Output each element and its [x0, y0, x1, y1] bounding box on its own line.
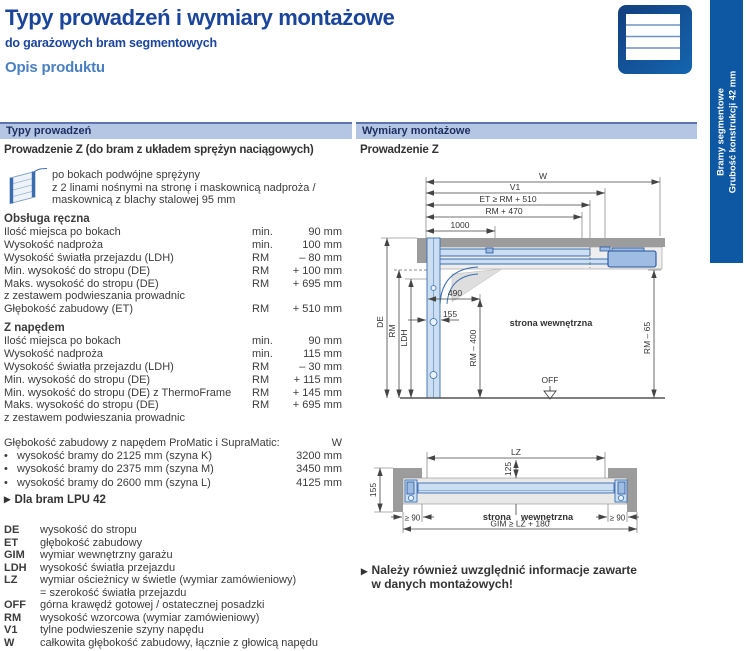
depth-label: wysokość bramy do 2375 mm (szyna M)	[17, 463, 214, 476]
dim-w-label: W	[538, 171, 548, 181]
spec-label: z zestawem podwieszania prowadnic	[4, 290, 185, 303]
legend-definition: wysokość wzorcowa (wymiar zamówieniowy)	[40, 611, 260, 624]
legend-definition: całkowita głębokość zabudowy, łącznie z głowicą napędu	[40, 636, 319, 649]
inside-label-1: strona	[482, 512, 511, 522]
track-assembly	[427, 247, 662, 269]
table-row	[4, 239, 342, 252]
spec-label: Wysokość światła przejazdu (LDH)	[4, 251, 174, 264]
track-type-z-icon	[6, 167, 48, 207]
spec-qualifier: RM	[252, 264, 270, 277]
spec-label: Min. wysokość do stropu (DE)	[4, 373, 151, 386]
legend-term: DE	[4, 524, 20, 536]
triangle-bullet-icon: ▶	[361, 566, 368, 576]
right-section-bar: Wymiary montażowe	[356, 122, 697, 139]
depth-heading-row	[4, 436, 342, 450]
inside-label: strona wewnętrzna	[509, 318, 593, 328]
spec-value: – 30 mm	[299, 360, 342, 373]
legend-definition: wymiar wewnętrzny garażu	[40, 549, 173, 562]
legend-row	[4, 524, 348, 537]
legend-definition: głębokość zabudowy	[40, 536, 143, 549]
table-row	[4, 399, 342, 412]
footnote-text	[372, 563, 637, 591]
spec-label: Wysokość nadproża	[4, 347, 103, 360]
intro-line: maskownicą z blachy stalowej 95 mm	[52, 194, 236, 206]
bullet: •	[4, 476, 8, 489]
spec-value: 100 mm	[302, 238, 342, 251]
table-row	[4, 348, 342, 361]
spec-qualifier: RM	[252, 386, 270, 399]
spec-value	[286, 412, 342, 425]
spec-label: Min. wysokość do stropu (DE) z ThermoFrame	[4, 386, 232, 399]
depth-value: 3200 mm	[296, 450, 342, 462]
spec-value: + 115 mm	[293, 373, 342, 386]
spec-qualifier: RM	[252, 303, 270, 316]
spec-value: + 145 mm	[292, 386, 342, 399]
footnote	[361, 563, 637, 591]
dim-rm470-label: RM + 470	[485, 206, 523, 216]
off-label: OFF	[541, 375, 559, 385]
legend-row	[4, 599, 348, 612]
powered-table	[4, 335, 342, 425]
table-row	[4, 387, 342, 400]
dim-90-left-label: ≥ 90	[404, 513, 421, 523]
dim-et-label: ET ≥ RM + 510	[479, 194, 537, 204]
side-tab	[710, 0, 743, 263]
spec-qualifier: min.	[252, 226, 273, 238]
legend-term	[4, 587, 40, 600]
table-row	[4, 374, 342, 387]
spec-qualifier: RM	[252, 360, 270, 373]
left-track-profile	[405, 480, 417, 502]
spec-label: Min. wysokość do stropu (DE)	[4, 264, 151, 277]
spec-label: Maks. wysokość do stropu (DE)	[4, 277, 159, 290]
depth-label: wysokość bramy do 2125 mm (szyna K)	[17, 450, 213, 462]
spec-label: Ilość miejsca po bokach	[4, 226, 121, 238]
spec-value: + 100 mm	[292, 264, 342, 277]
plan-view-diagram	[360, 436, 697, 542]
legend-definition: górna krawędź gotowej / ostatecznej posadzki	[40, 599, 265, 612]
spec-value: 90 mm	[308, 335, 342, 347]
spec-qualifier: RM	[252, 399, 270, 412]
dim-gim-label: GIM ≥ LZ + 180	[490, 518, 550, 529]
depth-heading-value: W	[331, 437, 342, 449]
legend-definition: tylne podwieszenie szyny napędu	[40, 624, 204, 637]
intro-text	[52, 169, 316, 207]
left-subheader: Prowadzenie Z (do bram z układem sprężyn naciągowych)	[4, 143, 314, 156]
table-row	[4, 265, 342, 278]
spec-qualifier: RM	[252, 373, 270, 386]
triangle-bullet-icon: ▶	[4, 494, 11, 504]
spec-qualifier: min.	[252, 347, 273, 360]
table-row	[4, 335, 342, 348]
footnote-line: w danych montażowych!	[371, 577, 513, 591]
spec-label: Ilość miejsca po bokach	[4, 335, 121, 347]
spec-qualifier: min.	[252, 335, 273, 347]
spec-label: Maks. wysokość do stropu (DE)	[4, 399, 159, 412]
table-row	[4, 412, 342, 425]
table-row	[4, 361, 342, 374]
legend-term: W	[4, 636, 15, 649]
intro-line: po bokach podwójne sprężyny	[52, 169, 200, 181]
legend-term: LDH	[4, 561, 27, 574]
spec-label: Głębokość zabudowy (ET)	[4, 303, 133, 316]
legend-row	[4, 574, 348, 587]
manual-table	[4, 226, 342, 316]
legend-row	[4, 637, 348, 650]
depth-value: 3450 mm	[296, 463, 342, 476]
spec-qualifier	[252, 412, 286, 425]
depth-heading: Głębokość zabudowy z napędem ProMatic i SupraMatic:	[4, 437, 280, 449]
dim-v1-label: V1	[509, 182, 521, 192]
inside-label-2: wewnętrzna	[521, 512, 574, 522]
legend-row	[4, 549, 348, 562]
drive-depth-block	[4, 436, 342, 490]
list-item	[4, 450, 342, 463]
legend-row	[4, 587, 348, 600]
right-subheader: Prowadzenie Z	[360, 143, 439, 156]
page-title: Typy prowadzeń i wymiary montażowe	[5, 5, 395, 30]
powered-heading: Z napędem	[4, 322, 65, 334]
spec-value	[286, 290, 342, 303]
right-track-profile	[615, 480, 627, 502]
legend-term: ET	[4, 536, 19, 549]
section-title: Opis produktu	[5, 59, 105, 76]
spec-qualifier: min.	[252, 238, 273, 251]
legend-definition: wysokość światła przejazdu	[40, 561, 176, 574]
spec-value: – 80 mm	[299, 251, 342, 264]
legend-term: V1	[4, 624, 18, 637]
side-view-diagram	[360, 170, 697, 432]
table-row	[4, 252, 342, 265]
spec-qualifier: RM	[252, 277, 270, 290]
bullet: •	[4, 450, 8, 462]
side-tab-text	[715, 70, 738, 192]
spec-value: + 510 mm	[292, 303, 342, 316]
legend-row	[4, 562, 348, 575]
dim-de-label: DE	[375, 316, 385, 328]
table-row	[4, 278, 342, 291]
legend-row	[4, 537, 348, 550]
legend-row	[4, 624, 348, 637]
side-tab-line1: Bramy segmentowe	[715, 87, 725, 176]
dim-155-label: 155	[442, 309, 458, 319]
lpu-note	[4, 494, 106, 506]
manual-heading: Obsługa ręczna	[4, 213, 90, 225]
dim-lz-label: LZ	[511, 447, 521, 457]
legend-definition: = szerokość światła przejazdu	[40, 586, 187, 599]
spec-value: + 695 mm	[292, 399, 342, 412]
dim-155-label: 155	[368, 482, 378, 498]
dim-490-label: 490	[447, 288, 463, 298]
dim-rm400-label: RM – 400	[468, 329, 478, 367]
dim-90-right-label: ≥ 90	[609, 513, 626, 523]
side-tab-line2: Grubość konstrukcji 42 mm	[726, 70, 737, 193]
dim-1000-label: 1000	[450, 220, 470, 230]
spec-qualifier: RM	[252, 251, 270, 264]
page-subtitle: do garażowych bram segmentowych	[5, 36, 217, 50]
dim-rm65-label: RM – 65	[642, 321, 652, 355]
door-panel-assembly	[403, 478, 627, 515]
dim-125-label: 125	[503, 461, 513, 477]
legend-definition: wymiar ościeżnicy w świetle (wymiar zamówieniowy)	[40, 574, 297, 587]
legend-term: GIM	[4, 549, 25, 562]
legend-term: LZ	[4, 574, 18, 587]
table-row	[4, 226, 342, 239]
intro-line: z 2 linami nośnymi na stronę i maskownicą nadproża /	[52, 181, 316, 194]
footnote-line: Należy również uwzględnić informacje zawarte	[371, 563, 637, 577]
dim-rm-label: RM	[387, 324, 397, 338]
table-row	[4, 290, 342, 303]
depth-label: wysokość bramy do 2600 mm (szyna L)	[17, 476, 211, 489]
left-section-bar: Typy prowadzeń	[0, 122, 352, 139]
lpu-note-text: Dla bram LPU 42	[14, 494, 106, 506]
legend-term: OFF	[4, 599, 26, 612]
list-item	[4, 477, 342, 490]
dim-ldh-label: LDH	[399, 329, 409, 347]
spec-label: z zestawem podwieszania prowadnic	[4, 412, 185, 425]
bullet: •	[4, 463, 8, 476]
table-row	[4, 303, 342, 316]
legend-term: RM	[4, 611, 22, 624]
depth-value: 4125 mm	[296, 476, 342, 489]
spec-value: + 695 mm	[292, 277, 342, 290]
spec-qualifier	[252, 290, 286, 303]
spec-label: Wysokość nadproża	[4, 238, 103, 251]
spec-label: Wysokość światła przejazdu (LDH)	[4, 360, 174, 373]
spec-value: 115 mm	[303, 347, 342, 360]
sectional-door-icon	[617, 4, 695, 76]
legend-definition: wysokość do stropu	[40, 524, 137, 536]
list-item	[4, 463, 342, 476]
legend-row	[4, 612, 348, 625]
operator-head	[608, 251, 656, 267]
legend-list	[4, 524, 348, 649]
spec-value: 90 mm	[308, 226, 342, 238]
